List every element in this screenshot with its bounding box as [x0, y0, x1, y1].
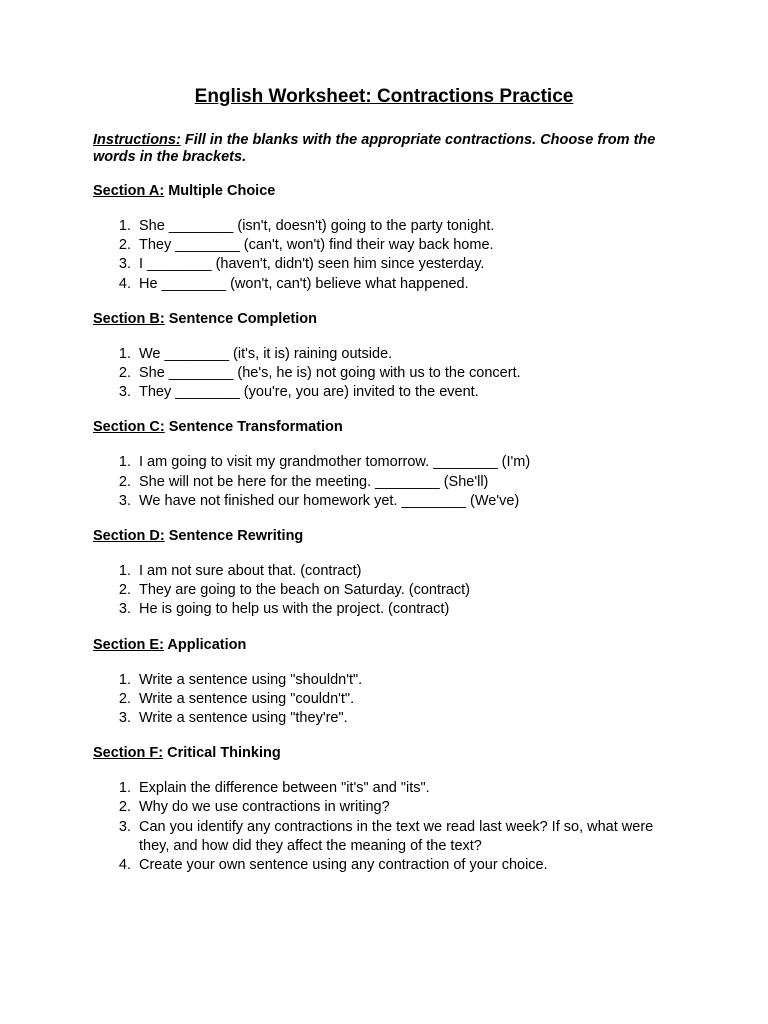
question-item	[93, 581, 675, 600]
section-title: Sentence Rewriting	[164, 528, 304, 545]
question-item	[93, 562, 675, 581]
section-label: Section E:	[93, 636, 164, 653]
section-b	[93, 311, 675, 403]
section-label: Section D:	[93, 528, 165, 545]
question-number: 3.	[118, 492, 131, 509]
question-list	[93, 345, 675, 403]
section-heading	[93, 311, 675, 328]
question-number: 1.	[118, 563, 131, 580]
section-title: Application	[163, 636, 247, 653]
question-item	[93, 671, 675, 690]
question-text: Can you identify any contractions in the text we read last week? If so, what were they, and how did they affect the meaning of the text?	[139, 818, 654, 854]
sections-container	[93, 183, 675, 875]
question-text: They are going to the beach on Saturday. (contract)	[139, 582, 471, 599]
question-item	[93, 473, 675, 492]
question-text: They ________ (you're, you are) invited to the event.	[139, 384, 479, 401]
question-text: Write a sentence using "shouldn't".	[139, 671, 363, 688]
section-label: Section F:	[93, 745, 164, 762]
question-item	[93, 600, 675, 619]
question-item	[93, 275, 675, 294]
section-heading	[93, 637, 675, 654]
question-number: 3.	[118, 256, 131, 273]
section-label: Section A:	[93, 183, 165, 199]
question-item	[93, 383, 675, 402]
section-title: Multiple Choice	[164, 183, 276, 199]
question-list	[93, 671, 675, 729]
section-d	[93, 528, 675, 620]
instructions-label: Instructions:	[93, 132, 181, 148]
question-number: 3.	[118, 818, 131, 835]
page-title: English Worksheet: Contractions Practice	[194, 86, 574, 107]
section-title: Critical Thinking	[163, 745, 281, 762]
question-number: 2.	[118, 690, 131, 707]
section-title: Sentence Completion	[164, 310, 317, 327]
question-number: 1.	[118, 218, 131, 234]
section-title: Sentence Transformation	[164, 419, 343, 436]
question-item	[93, 453, 675, 472]
question-text: She ________ (he's, he is) not going with us to the concert.	[139, 365, 521, 382]
question-number: 2.	[118, 473, 131, 490]
section-heading	[93, 419, 675, 436]
question-item	[93, 798, 675, 817]
question-number: 2.	[118, 365, 131, 382]
question-text: I am going to visit my grandmother tomorrow. ________ (I'm)	[139, 454, 531, 471]
section-label: Section B:	[93, 310, 165, 327]
question-number: 2.	[118, 799, 131, 816]
question-text: We have not finished our homework yet. ________ (We've)	[139, 492, 520, 509]
question-list	[93, 453, 675, 511]
question-item	[93, 856, 675, 875]
question-number: 1.	[118, 454, 131, 471]
question-item	[93, 492, 675, 511]
question-number: 3.	[118, 384, 131, 401]
question-list	[93, 779, 675, 875]
question-item	[93, 818, 675, 856]
section-f	[93, 745, 675, 875]
question-number: 4.	[118, 857, 131, 874]
question-text: We ________ (it's, it is) raining outside.	[139, 345, 393, 362]
question-number: 4.	[118, 275, 131, 292]
question-text: She will not be here for the meeting. ________ (She'll)	[139, 473, 489, 490]
instructions-text: Fill in the blanks with the appropriate contractions. Choose from the words in the brackets.	[93, 132, 656, 165]
section-label: Section C:	[93, 419, 165, 436]
question-text: They ________ (can't, won't) find their way back home.	[139, 237, 494, 254]
question-number: 3.	[118, 710, 131, 727]
question-number: 2.	[118, 582, 131, 599]
question-text: I am not sure about that. (contract)	[139, 563, 362, 580]
question-number: 1.	[118, 780, 131, 797]
question-text: Write a sentence using "couldn't".	[139, 690, 355, 707]
section-heading	[93, 745, 675, 762]
question-item	[93, 236, 675, 255]
question-number: 3.	[118, 601, 131, 618]
question-text: She ________ (isn't, doesn't) going to the party tonight.	[139, 218, 495, 234]
question-number: 1.	[118, 671, 131, 688]
question-text: Write a sentence using "they're".	[139, 710, 348, 727]
section-e	[93, 637, 675, 729]
section-c	[93, 419, 675, 511]
question-list	[93, 562, 675, 620]
question-text: I ________ (haven't, didn't) seen him since yesterday.	[139, 256, 485, 273]
question-text: He is going to help us with the project. (contract)	[139, 601, 450, 618]
question-item	[93, 345, 675, 364]
question-text: Why do we use contractions in writing?	[139, 799, 390, 816]
question-item	[93, 709, 675, 728]
section-a	[93, 183, 675, 294]
question-item	[93, 690, 675, 709]
question-number: 2.	[118, 237, 131, 254]
question-text: He ________ (won't, can't) believe what happened.	[139, 275, 469, 292]
question-item	[93, 217, 675, 236]
question-text: Explain the difference between "it's" and "its".	[139, 780, 430, 797]
instructions	[93, 132, 675, 166]
question-number: 1.	[118, 345, 131, 362]
question-text: Create your own sentence using any contraction of your choice.	[139, 857, 548, 874]
question-list	[93, 217, 675, 294]
question-item	[93, 779, 675, 798]
section-heading	[93, 183, 675, 200]
section-heading	[93, 528, 675, 545]
question-item	[93, 255, 675, 274]
question-item	[93, 364, 675, 383]
